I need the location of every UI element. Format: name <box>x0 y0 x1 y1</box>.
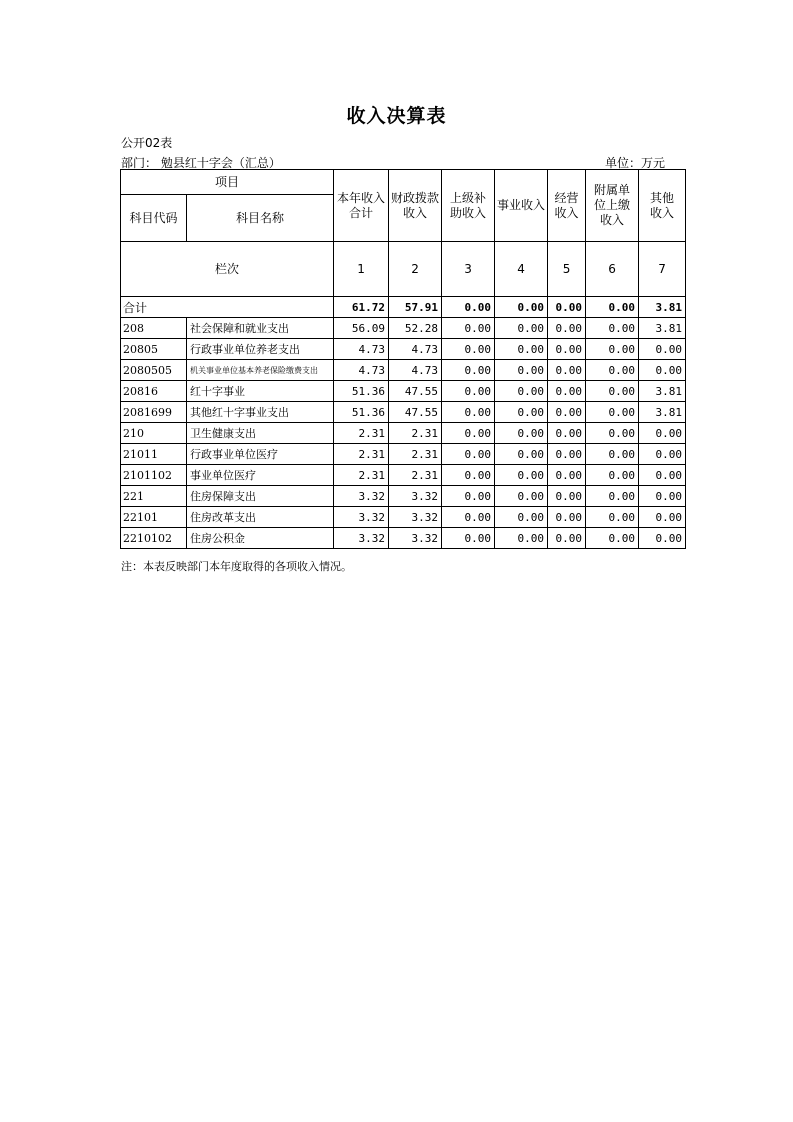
table-row <box>121 402 686 423</box>
header-col3-line2: 助收入 <box>450 205 487 220</box>
row-value: 3.81 <box>639 381 686 402</box>
table-row <box>121 465 686 486</box>
row-value: 0.00 <box>586 507 639 528</box>
table-row <box>121 423 686 444</box>
row-name: 行政事业单位养老支出 <box>187 339 334 360</box>
row-name: 事业单位医疗 <box>187 465 334 486</box>
row-value: 0.00 <box>442 486 495 507</box>
header-col5-line2: 收入 <box>554 205 579 220</box>
row-value: 0.00 <box>495 528 548 549</box>
col-index-1: 1 <box>334 242 389 297</box>
row-value: 0.00 <box>586 402 639 423</box>
row-value: 0.00 <box>639 507 686 528</box>
row-value: 3.81 <box>639 402 686 423</box>
row-value: 0.00 <box>548 339 586 360</box>
row-value: 0.00 <box>495 486 548 507</box>
total-value: 0.00 <box>442 297 495 318</box>
header-col5-line1: 经营 <box>554 190 579 205</box>
row-value: 4.73 <box>334 360 389 381</box>
total-label: 合计 <box>121 297 334 318</box>
row-code: 2081699 <box>121 402 187 423</box>
row-name: 其他红十字事业支出 <box>187 402 334 423</box>
row-name: 机关事业单位基本养老保险缴费支出 <box>187 360 334 381</box>
row-name: 红十字事业 <box>187 381 334 402</box>
unit-label: 单位：万元 <box>604 156 665 170</box>
income-table <box>120 169 686 549</box>
row-value: 56.09 <box>334 318 389 339</box>
row-value: 0.00 <box>495 360 548 381</box>
row-value: 0.00 <box>639 444 686 465</box>
row-value: 3.32 <box>389 507 442 528</box>
row-value: 3.32 <box>334 486 389 507</box>
total-value: 57.91 <box>389 297 442 318</box>
row-value: 47.55 <box>389 402 442 423</box>
row-value: 0.00 <box>586 465 639 486</box>
row-value: 0.00 <box>586 339 639 360</box>
row-code: 20816 <box>121 381 187 402</box>
row-value: 0.00 <box>495 507 548 528</box>
row-code: 210 <box>121 423 187 444</box>
row-value: 2.31 <box>389 465 442 486</box>
row-value: 4.73 <box>334 339 389 360</box>
table-row <box>121 507 686 528</box>
row-value: 0.00 <box>639 465 686 486</box>
row-value: 0.00 <box>442 381 495 402</box>
row-value: 0.00 <box>586 423 639 444</box>
row-value: 0.00 <box>442 465 495 486</box>
row-code: 208 <box>121 318 187 339</box>
row-value: 2.31 <box>334 444 389 465</box>
header-col1-line1: 本年收入 <box>337 190 386 205</box>
table-row <box>121 486 686 507</box>
header-col2-line1: 财政拨款 <box>391 190 440 205</box>
header-col6-line3: 收入 <box>600 213 625 227</box>
row-name: 住房公积金 <box>187 528 334 549</box>
header-name: 科目名称 <box>187 195 334 242</box>
header-project: 项目 <box>121 170 334 195</box>
row-value: 0.00 <box>586 381 639 402</box>
row-code: 2080505 <box>121 360 187 381</box>
row-value: 3.81 <box>639 318 686 339</box>
header-col3-line1: 上级补 <box>450 190 487 205</box>
col-index-7: 7 <box>639 242 686 297</box>
row-code: 2210102 <box>121 528 187 549</box>
total-value: 0.00 <box>495 297 548 318</box>
row-value: 0.00 <box>442 402 495 423</box>
total-value: 0.00 <box>548 297 586 318</box>
row-code: 2101102 <box>121 465 187 486</box>
row-value: 0.00 <box>495 465 548 486</box>
row-name: 行政事业单位医疗 <box>187 444 334 465</box>
header-col5 <box>548 170 586 242</box>
row-value: 0.00 <box>548 423 586 444</box>
row-value: 0.00 <box>495 339 548 360</box>
row-name: 社会保障和就业支出 <box>187 318 334 339</box>
col-index-2: 2 <box>389 242 442 297</box>
header-code: 科目代码 <box>121 195 187 242</box>
col-index-6: 6 <box>586 242 639 297</box>
row-value: 0.00 <box>548 507 586 528</box>
row-value: 0.00 <box>639 528 686 549</box>
row-code: 20805 <box>121 339 187 360</box>
header-col2 <box>389 170 442 242</box>
row-value: 0.00 <box>442 318 495 339</box>
row-value: 0.00 <box>548 318 586 339</box>
table-row <box>121 339 686 360</box>
row-value: 0.00 <box>586 528 639 549</box>
col-index-3: 3 <box>442 242 495 297</box>
row-value: 0.00 <box>442 339 495 360</box>
row-value: 0.00 <box>495 423 548 444</box>
table-row <box>121 360 686 381</box>
row-value: 52.28 <box>389 318 442 339</box>
header-col4: 事业收入 <box>495 170 548 242</box>
row-value: 0.00 <box>639 339 686 360</box>
row-code: 21011 <box>121 444 187 465</box>
row-value: 0.00 <box>495 318 548 339</box>
row-value: 4.73 <box>389 339 442 360</box>
department-label: 部门： 勉县红十字会（汇总） <box>121 156 281 170</box>
row-value: 0.00 <box>442 360 495 381</box>
row-value: 2.31 <box>389 444 442 465</box>
form-code: 公开02表 <box>121 136 173 150</box>
row-value: 51.36 <box>334 381 389 402</box>
col-index-5: 5 <box>548 242 586 297</box>
row-value: 2.31 <box>334 465 389 486</box>
row-value: 51.36 <box>334 402 389 423</box>
row-value: 4.73 <box>389 360 442 381</box>
row-value: 0.00 <box>548 444 586 465</box>
row-value: 0.00 <box>548 402 586 423</box>
row-value: 3.32 <box>334 507 389 528</box>
total-value: 3.81 <box>639 297 686 318</box>
header-col7-line1: 其他 <box>650 190 675 205</box>
row-value: 0.00 <box>586 360 639 381</box>
row-value: 47.55 <box>389 381 442 402</box>
row-value: 0.00 <box>442 528 495 549</box>
total-value: 0.00 <box>586 297 639 318</box>
row-value: 2.31 <box>334 423 389 444</box>
row-name: 卫生健康支出 <box>187 423 334 444</box>
row-name: 住房保障支出 <box>187 486 334 507</box>
col-index-4: 4 <box>495 242 548 297</box>
header-col6-line1: 附属单 <box>594 183 631 197</box>
total-value: 61.72 <box>334 297 389 318</box>
row-code: 22101 <box>121 507 187 528</box>
table-row <box>121 444 686 465</box>
table-row <box>121 381 686 402</box>
row-value: 0.00 <box>495 402 548 423</box>
row-value: 0.00 <box>442 507 495 528</box>
row-value: 0.00 <box>495 381 548 402</box>
row-value: 0.00 <box>442 444 495 465</box>
table-row <box>121 528 686 549</box>
row-value: 0.00 <box>548 381 586 402</box>
header-col7-line2: 收入 <box>650 205 675 220</box>
row-value: 0.00 <box>586 318 639 339</box>
footnote: 注：本表反映部门本年度取得的各项收入情况。 <box>121 560 352 573</box>
row-value: 0.00 <box>548 360 586 381</box>
row-value: 0.00 <box>639 486 686 507</box>
row-value: 0.00 <box>586 444 639 465</box>
row-value: 3.32 <box>389 486 442 507</box>
row-value: 0.00 <box>548 528 586 549</box>
row-code: 221 <box>121 486 187 507</box>
header-col2-line2: 收入 <box>403 205 428 220</box>
header-col1 <box>334 170 389 242</box>
row-value: 0.00 <box>639 423 686 444</box>
table-row <box>121 318 686 339</box>
header-col3 <box>442 170 495 242</box>
row-value: 0.00 <box>548 465 586 486</box>
row-value: 3.32 <box>389 528 442 549</box>
row-value: 0.00 <box>639 360 686 381</box>
row-value: 0.00 <box>586 486 639 507</box>
row-value: 0.00 <box>442 423 495 444</box>
row-value: 2.31 <box>389 423 442 444</box>
row-name: 住房改革支出 <box>187 507 334 528</box>
header-col1-line2: 合计 <box>349 205 374 220</box>
header-col7 <box>639 170 686 242</box>
header-col6 <box>586 170 639 242</box>
row-value: 0.00 <box>495 444 548 465</box>
row-value: 0.00 <box>548 486 586 507</box>
page-title: 收入决算表 <box>346 105 447 127</box>
header-row-index-label: 栏次 <box>121 242 334 297</box>
total-row <box>121 297 686 318</box>
row-value: 3.32 <box>334 528 389 549</box>
header-col6-line2: 位上缴 <box>594 198 631 212</box>
